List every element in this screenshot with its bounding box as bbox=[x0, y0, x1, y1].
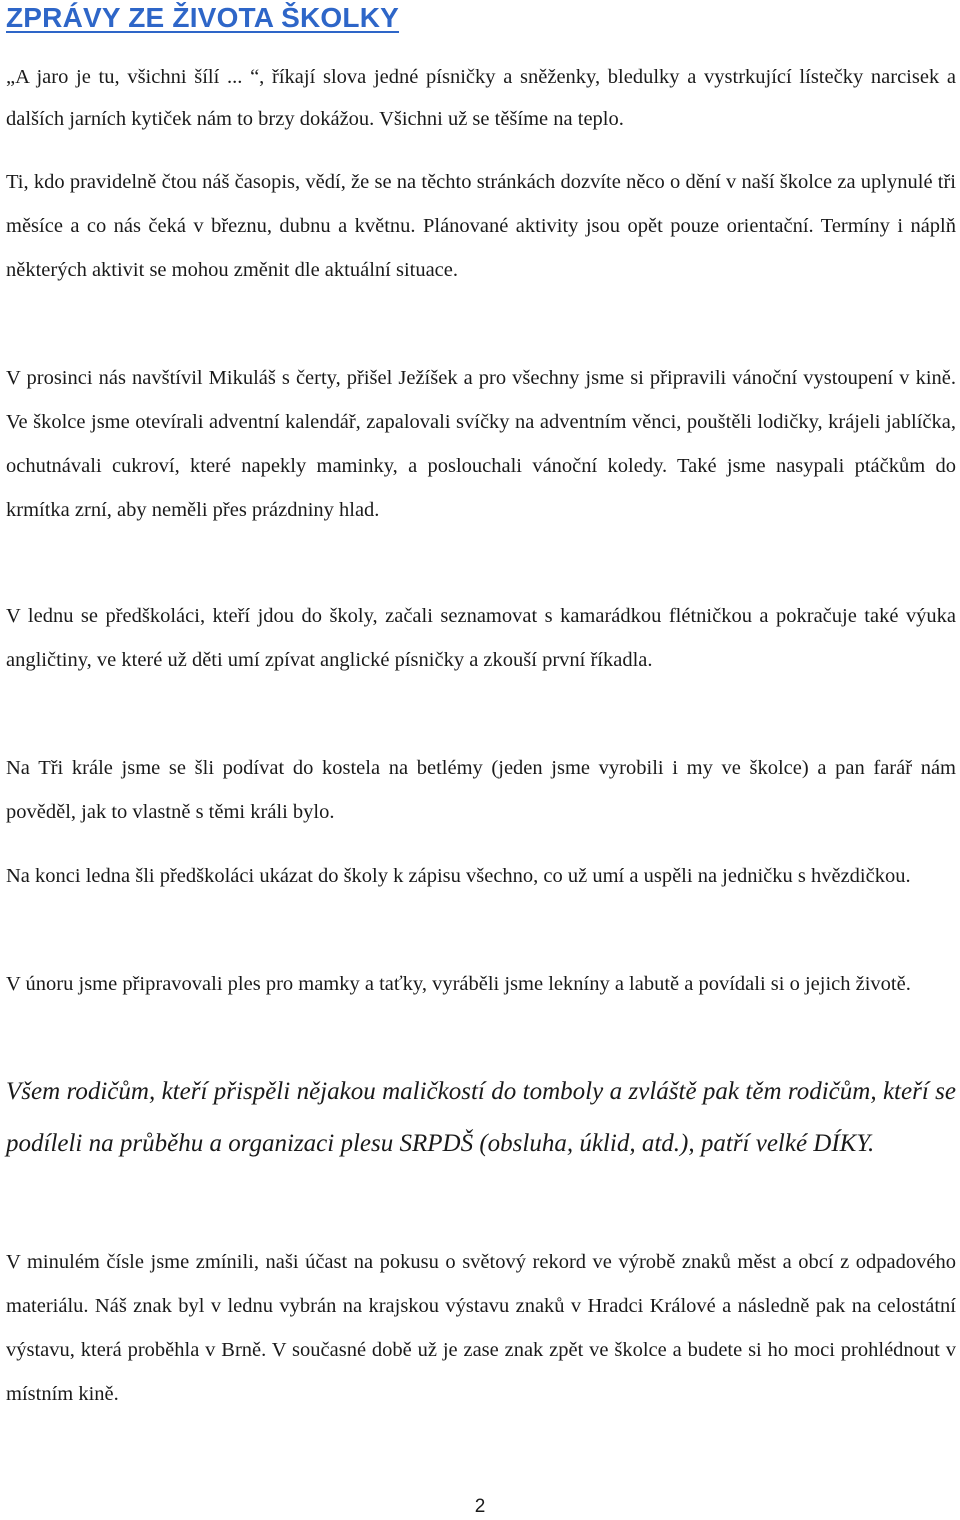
paragraph-world-record: V minulém čísle jsme zmínili, naši účast na pokusu o světový rekord ve výrobě znaků měst a obcí z odpadového materiálu. Náš znak byl v lednu vybrán na krajskou výstavu znaků v Hradci Králové a následně pak na celostátní výstavu, která proběhla v Brně. V současné době už je zase znak zpět ve školce a budete si ho moci prohlédnout v místním kině. bbox=[6, 1251, 956, 1405]
thanks-paragraph: Všem rodičům, kteří přispěli nějakou maličkostí do tomboly a zvláště pak těm rodičům, kteří se podíleli na průběhu a organizaci plesu SRPDŠ (obsluha, úklid, atd.), patří velké DÍKY. bbox=[6, 1078, 956, 1157]
paragraph-december: V prosinci nás navštívil Mikuláš s čerty, přišel Ježíšek a pro všechny jsme si připravili vánoční vystoupení v kině. Ve školce jsme otevírali adventní kalendář, zapalovali svíčky na adventním věnci, pouštěli lodičky, krájeli jablíčka, ochutnávali cukroví, které napekly maminky, a poslouchali vánoční koledy. Také jsme nasypali ptáčkům do krmítka zrní, aby neměli přes prázdniny hlad. bbox=[6, 367, 956, 521]
paragraph-school-enrollment: Na konci ledna šli předškoláci ukázat do školy k zápisu všechno, co už umí a uspěli na jedničku s hvězdičkou. bbox=[6, 865, 911, 887]
paragraph-magazine-info: Ti, kdo pravidelně čtou náš časopis, vědí, že se na těchto stránkách dozvíte něco o dění v naší školce za uplynulé tři měsíce a co nás čeká v březnu, dubnu a květnu. Plánované aktivity jsou opět pouze orientační. Termíny i náplň některých aktivit se mohou změnit dle aktuální situace. bbox=[6, 171, 956, 281]
page-title: ZPRÁVY ZE ŽIVOTA ŠKOLKY bbox=[6, 2, 400, 33]
paragraph-january: V lednu se předškoláci, kteří jdou do školy, začali seznamovat s kamarádkou flétničkou a pokračuje také výuka angličtiny, ve které už děti umí zpívat anglické písničky a zkouší první říkadla. bbox=[6, 605, 956, 671]
intro-paragraph: „A jaro je tu, všichni šílí ... “, říkají slova jedné písničky a sněženky, bledulky a vystrkující lístečky narcisek a dalších jarních kytiček nám to brzy dokážou. Všichni už se těšíme na teplo. bbox=[6, 66, 956, 130]
page-number: 2 bbox=[474, 1496, 486, 1517]
paragraph-february: V únoru jsme připravovali ples pro mamky a taťky, vyráběli jsme lekníny a labutě a povídali si o jejich životě. bbox=[6, 973, 911, 995]
paragraph-three-kings: Na Tři krále jsme se šli podívat do kostela na betlémy (jeden jsme vyrobili i my ve školce) a pan farář nám pověděl, jak to vlastně s těmi králi bylo. bbox=[6, 757, 956, 823]
